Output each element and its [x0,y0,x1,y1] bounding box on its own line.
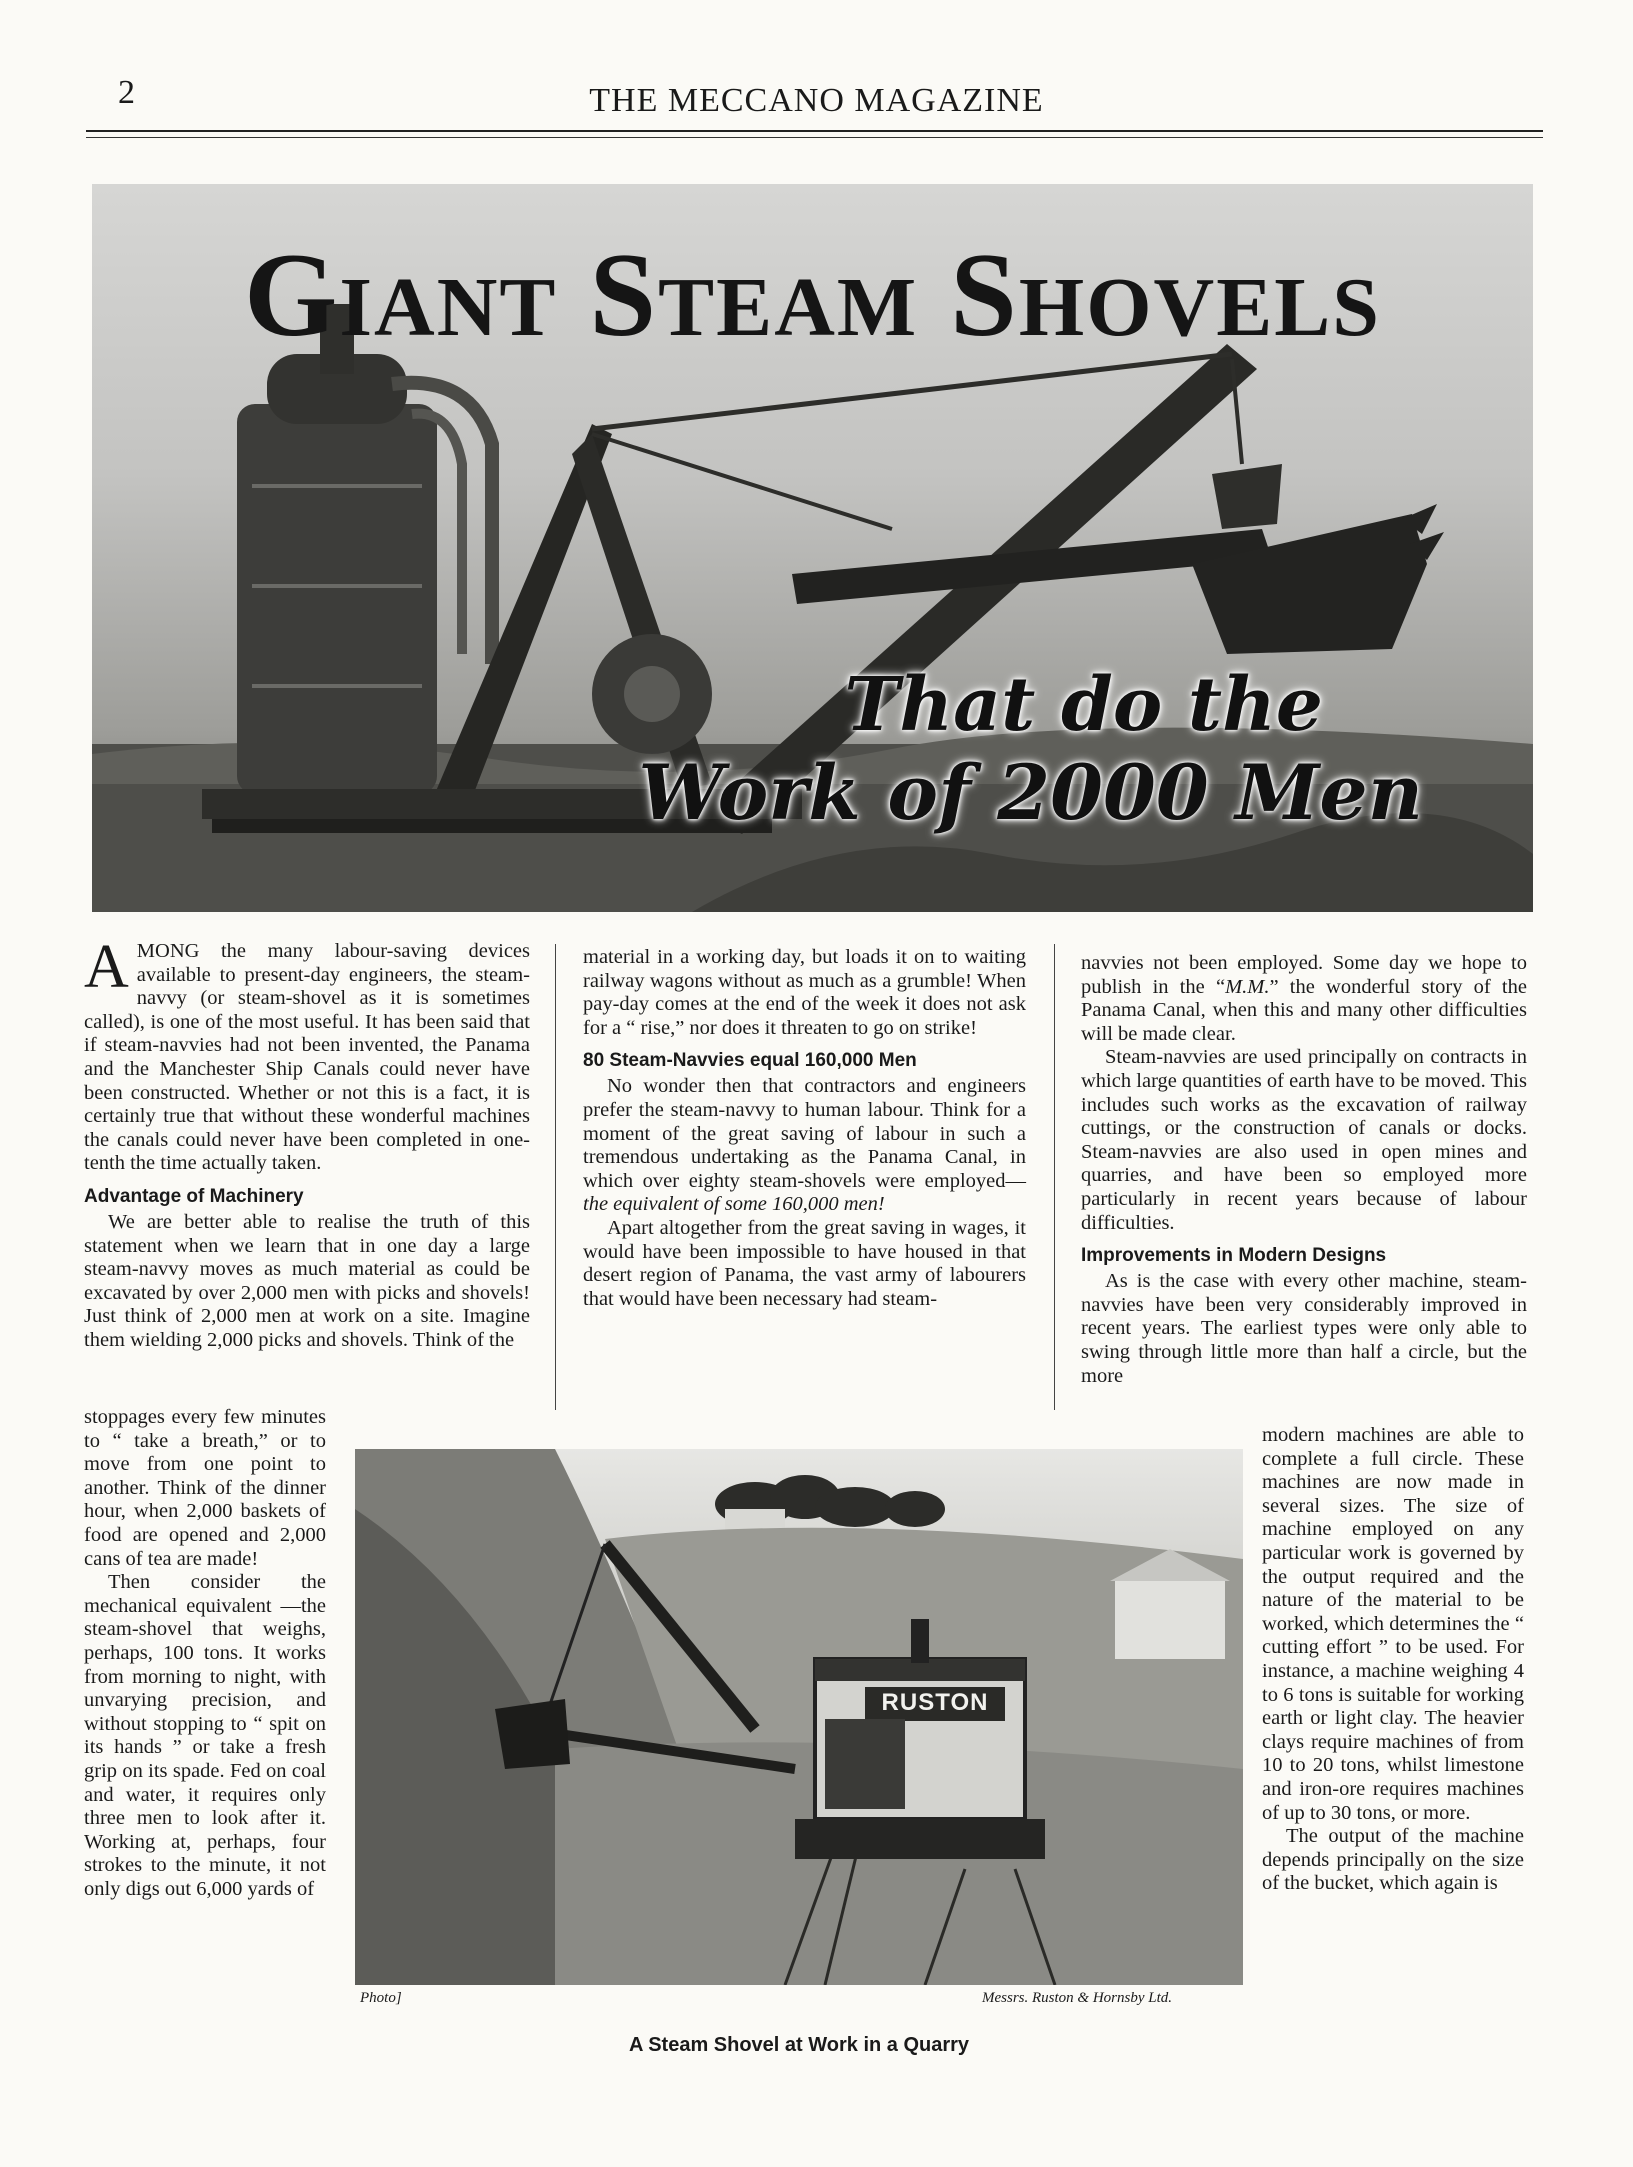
paragraph-contractors [583,1075,1026,1217]
cab-chimney [911,1619,929,1663]
intro-paragraph [84,933,530,1176]
paragraph-output: The output of the machine depends principally on the size of the bucket, which again is [1262,1825,1524,1895]
boiler [237,404,437,794]
shovel-undercarriage [795,1819,1045,1859]
paragraph-loading: material in a working day, but loads it on to waiting railway wagons without as much as a grumble! When pay-day comes at the end of the week it does not ask for a “ rise,” nor does it threaten to go on strike! [583,946,1026,1039]
subheading-improvements: Improvements in Modern Designs [1081,1245,1387,1267]
column-rule-2 [1054,944,1055,1410]
paragraph-contracts: Steam-navvies are used principally on contracts in which large quantities of earth have to be moved. This includes such works as the excavation of railway cuttings, or the construction of canals or docks. Steam-navvies are also used in open mines and quarries, and have been so employed more particularly in recent years because of labour difficulties. [1081,1046,1527,1234]
article-column-3-lower [1262,1424,1524,1896]
paragraph-improvements: As is the case with every other machine, steam-navvies have been very considerably improved in recent years. The earliest types were only able to swing through little more than half a circle, but the more [1081,1270,1527,1387]
shovel-nameplate-text: RUSTON [881,1689,989,1716]
contractors-emphasis: the equivalent of some 160,000 men! [583,1193,885,1216]
pulley-block [1212,464,1282,529]
panama-text-b: ” the wonderful story of the Panama Canal, when this and many other difficulties will be made clear. [1081,975,1527,1045]
header-rule [86,130,1543,132]
page-number: 2 [118,74,135,111]
subheading-advantage: Advantage of Machinery [84,1185,304,1207]
article-column-1-lower [84,1406,326,1901]
panama-text-a: navvies not been employed. Some day we hope to publish in the “ [1081,952,1527,998]
hero-title: Giant Steam Shovels [244,228,1381,361]
subheading-navvies: 80 Steam-Navvies equal 160,000 Men [583,1050,917,1072]
building-right [1115,1579,1225,1659]
paragraph-advantage: We are better able to realise the truth of this statement when we learn that in one day a large steam-navvy moves as much material as could be excavated by over 2,000 men with picks and shovels! Just think of 2,000 men at work on a site. Imagine them wielding 2,000 picks and shovels. Think of the [84,1210,530,1351]
hero-tagline-line2: Work of 2000 Men [638,748,1423,837]
header-rule-thin [86,137,1543,138]
paragraph-improvements-cont: modern machines are able to complete a full circle. These machines are now made in several sizes. The size of machine employed on any particular work is governed by the output required and the nature of the material to be worked, which determines the “ cutting effort ” to be used. For instance, a machine weighing 4 to 6 tons is suitable for working earth or light clay. The heavier clays require machines of from 10 to 20 tons, whilst limestone and iron-ore requires machines of up to 30 tons, or more. [1262,1424,1524,1824]
hero-illustration [92,184,1533,912]
magazine-abbrev: M.M. [1225,975,1270,998]
photo-caption: A Steam Shovel at Work in a Quarry [628,2034,970,2056]
article-column-2 [583,946,1026,1311]
article-column-3 [1081,952,1527,1388]
paragraph-advantage-cont: stoppages every few minutes to “ take a breath,” or to move from one point to another. Think of the dinner hour, when 2,000 baskets of food are opened and 2,000 cans of tea are made! [84,1406,326,1570]
drop-cap: A [84,933,129,1001]
photo-credit-right: Messrs. Ruston & Hornsby Ltd. [982,1990,1173,2006]
paragraph-panama [1081,952,1527,1046]
column-rule-1 [555,944,556,1410]
photo-credit-left: Photo] [360,1990,402,2006]
boom-cable [592,354,1232,429]
paragraph-mechanical: Then consider the mechanical equivalent —the steam-shovel that weighs, perhaps, 100 tons. It works from morning to night, with unvarying precision, and without stopping to “ spit on its hands ” or take a fresh grip on its spade. Fed on coal and water, it requires only three men to look after it. Working at, perhaps, four strokes to the minute, it not only digs out 6,000 yards of [84,1571,326,1900]
running-head: THE MECCANO MAGAZINE [589,82,1044,119]
article-column-1 [84,933,530,1353]
intro-text: MONG the many labour-saving devices available to present-day engineers, the steam-navvy (or steam-shovel as it is sometimes called), is one of the most useful. It has been said that if steam-navvies had not been invented, the Panama and the Manchester Ship Canals could never have been constructed. Whether or not this is a fact, it is certainly true that without these wonderful machines the canals could never have been completed in one-tenth the time actually taken. [84,940,530,1175]
paragraph-wages: Apart altogether from the great saving in wages, it would have been impossible to have housed in that desert region of Panama, the vast army of labourers that would have been necessary had steam- [583,1216,1026,1310]
quarry-shovel-bucket [495,1699,570,1769]
hero-tagline-line1: That do the [844,662,1323,748]
quarry-photo [355,1449,1243,1985]
quarry-scene [355,1449,1243,1985]
contractors-text: No wonder then that contractors and engineers prefer the steam-navvy to human labour. Think for a moment of the great saving of labour in such a tremendous undertaking as the Panama Canal, in which over eighty steam-shovels were employed— [583,1075,1026,1192]
